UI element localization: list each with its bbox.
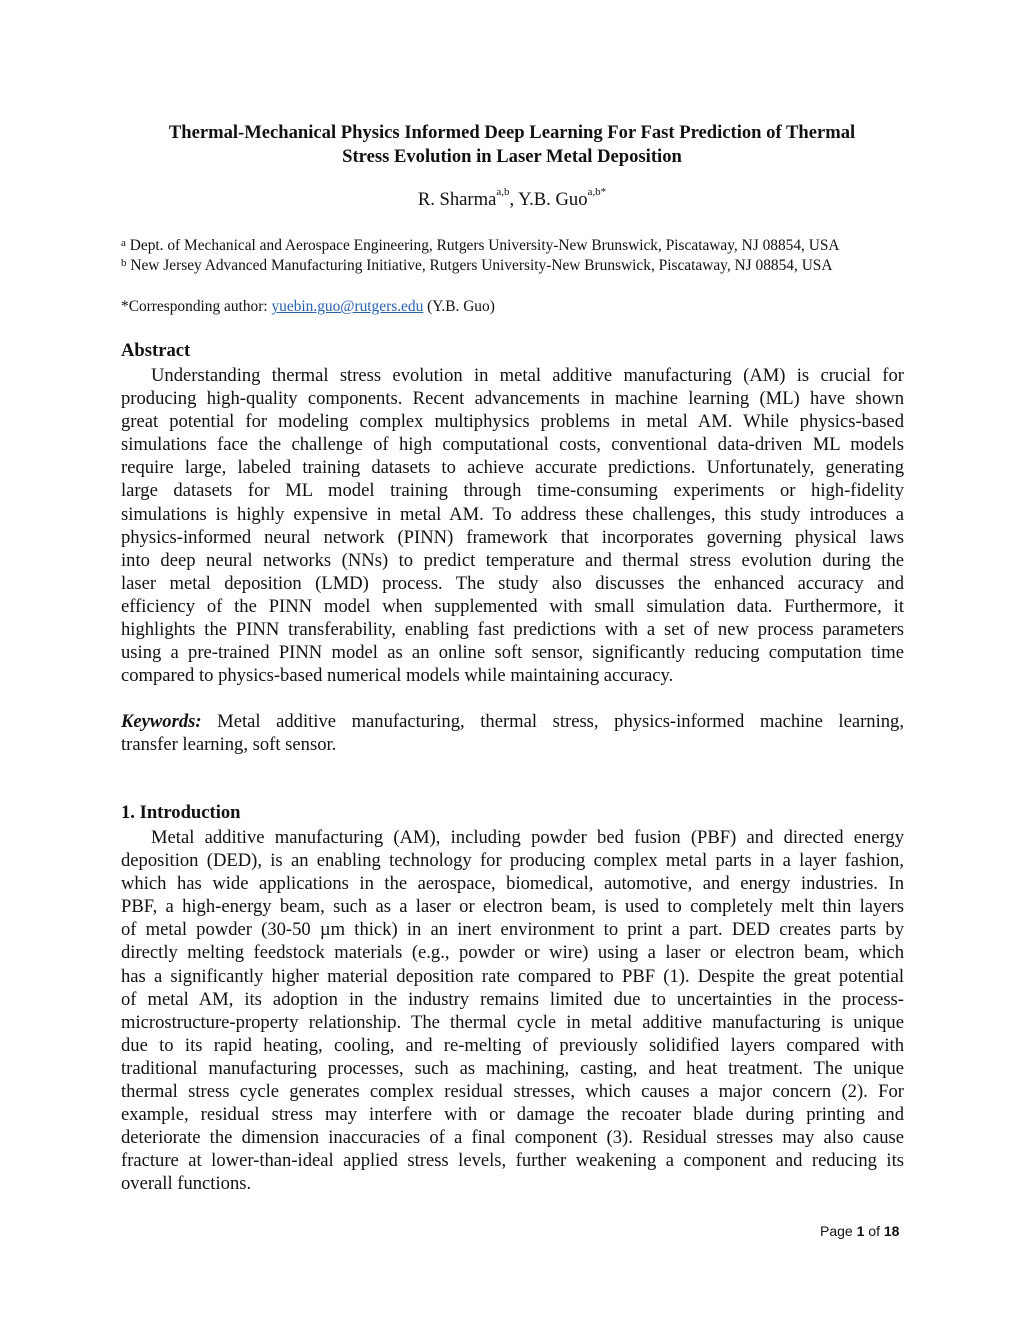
introduction-body [121, 826, 904, 1196]
text-line: physics-informed neural network (PINN) framework that incorporates governing physical laws [121, 526, 904, 548]
affiliation [121, 256, 832, 276]
email-link[interactable]: yuebin.guo@rutgers.edu [271, 298, 424, 315]
page-label: Page [820, 1223, 857, 1239]
corresponding-label: *Corresponding author: [121, 298, 272, 315]
text-line: of metal AM, its adoption in the industry remains limited due to uncertainties in the process- [121, 988, 904, 1010]
text-line: compared to physics-based numerical models while maintaining accuracy. [121, 665, 674, 687]
affiliation-text: New Jersey Advanced Manufacturing Initiative, Rutgers University-New Brunswick, Piscataway, NJ 08854, USA [130, 257, 833, 274]
title-line: Stress Evolution in Laser Metal Deposition [342, 145, 682, 167]
text-line: great potential for modeling complex multiphysics problems in metal AM. While physics-based [121, 411, 904, 433]
affiliation-text: Dept. of Mechanical and Aerospace Engineering, Rutgers University-New Brunswick, Piscataway, NJ 08854, USA [129, 237, 840, 254]
keywords [121, 710, 904, 756]
text-line: laser metal deposition (LMD) process. The study also discusses the enhanced accuracy and [121, 572, 904, 594]
corresponding-author [121, 298, 495, 316]
page-number [820, 1223, 899, 1239]
text-line: has a significantly higher material deposition rate compared to PBF (1). Despite the great potential [121, 965, 904, 987]
text-line: overall functions. [121, 1173, 252, 1195]
text-line: example, residual stress may interfere with or damage the recoater blade during printing and [121, 1104, 904, 1126]
text-line: using a pre-trained PINN model as an online soft sensor, significantly reducing computation time [121, 642, 904, 664]
text-line: PBF, a high-energy beam, such as a laser or electron beam, is used to completely melt thin layers [121, 896, 904, 918]
corresponding-suffix: (Y.B. Guo) [423, 298, 495, 315]
text-line: require large, labeled training datasets to achieve accurate predictions. Unfortunately, generating [121, 457, 904, 479]
text-line: of metal powder (30-50 µm thick) in an inert environment to print a part. DED creates parts by [121, 919, 904, 941]
text-line: which has wide applications in the aerospace, biomedical, automotive, and energy industries. In [121, 873, 904, 895]
text-line: due to its rapid heating, cooling, and re-melting of previously solidified layers compared with [121, 1034, 904, 1056]
affiliation [121, 236, 840, 256]
affiliation-mark: a [121, 237, 126, 249]
text-line: simulations face the challenge of high computational costs, conventional data-driven ML models [121, 434, 904, 456]
text-line: fracture at lower-than-ideal applied stress levels, further weakening a component and reducing its [121, 1150, 904, 1172]
text-line: efficiency of the PINN model when supplemented with small simulation data. Furthermore, it [121, 595, 904, 617]
text-line: deposition (DED), is an enabling technology for producing complex metal parts in a layer fashion, [121, 850, 904, 872]
introduction-heading: 1. Introduction [121, 802, 241, 823]
abstract-heading: Abstract [121, 340, 191, 361]
author-separator: , [509, 189, 519, 210]
text-line: large datasets for ML model training through time-consuming experiments or high-fidelity [121, 480, 904, 502]
text-line: Metal additive manufacturing (AM), including powder bed fusion (PBF) and directed energy [151, 827, 904, 848]
text-line: directly melting feedstock materials (e.g., powder or wire) using a laser or electron beam, which [121, 942, 904, 964]
title-line: Thermal-Mechanical Physics Informed Deep Learning For Fast Prediction of Thermal [168, 122, 856, 143]
author-affiliation-mark: a,b [496, 186, 510, 198]
text-line: microstructure-property relationship. The thermal cycle in metal additive manufacturing is unique [121, 1011, 904, 1033]
text-line: traditional manufacturing processes, such as machining, casting, and heat treatment. The unique [121, 1057, 904, 1079]
text-line: thermal stress cycle generates complex residual stresses, which causes a major concern (2). For [121, 1081, 904, 1103]
author-name: R. Sharma [417, 189, 497, 210]
keywords-text: Metal additive manufacturing, thermal stress, physics-informed machine learning, [201, 711, 904, 732]
text-line: producing high-quality components. Recent advancements in machine learning (ML) have shown [121, 388, 904, 410]
author-name: Y.B. Guo [518, 189, 588, 210]
text-line: Understanding thermal stress evolution in metal additive manufacturing (AM) is crucial for [151, 365, 904, 386]
affiliation-mark: b [121, 257, 127, 269]
text-line: highlights the PINN transferability, enabling fast predictions with a set of new process parameters [121, 619, 904, 641]
text-line: into deep neural networks (NNs) to predict temperature and thermal stress evolution during the [121, 549, 904, 571]
author-list [0, 186, 1024, 211]
author-affiliation-mark: a,b* [587, 186, 607, 198]
current-page: 1 [856, 1223, 865, 1239]
keywords-label: Keywords: [121, 711, 202, 732]
paper-title [100, 121, 924, 168]
page-of: of [864, 1223, 884, 1239]
total-pages: 18 [883, 1223, 900, 1239]
keywords-text: transfer learning, soft sensor. [121, 734, 337, 756]
abstract-body [121, 364, 904, 687]
text-line: deteriorate the dimension inaccuracies of a final component (3). Residual stresses may also cause [121, 1127, 904, 1149]
text-line: simulations is highly expensive in metal AM. To address these challenges, this study introduces a [121, 503, 904, 525]
